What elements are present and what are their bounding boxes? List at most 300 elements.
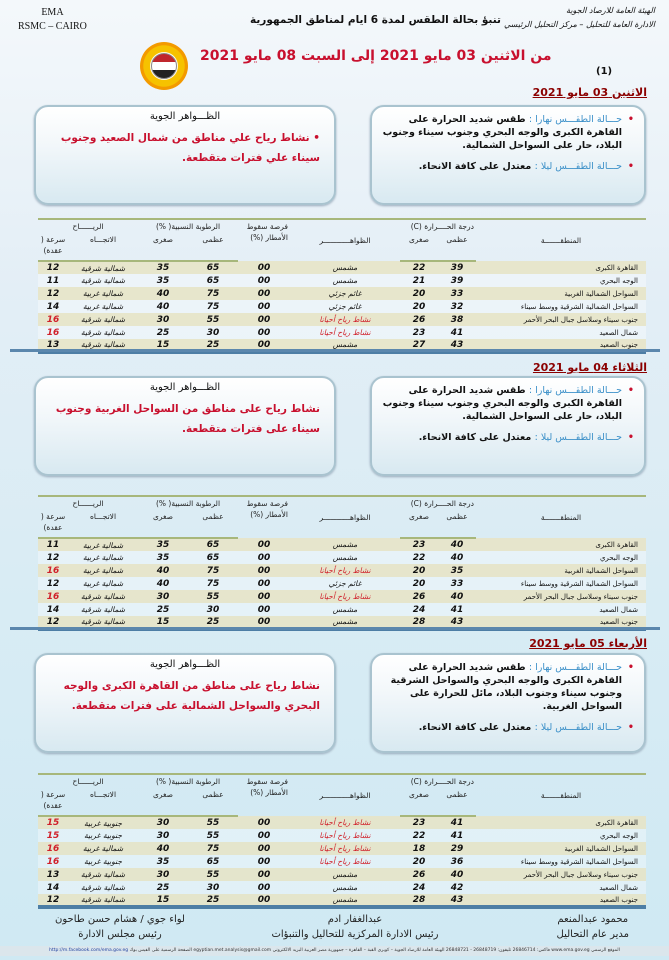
col-temp: درجة الحــــرارة (C) — [410, 777, 474, 786]
phenomena: مشمس — [290, 274, 400, 287]
humidity-max: 65 — [188, 551, 238, 564]
temp-min: 20 — [400, 577, 438, 590]
phenomena: مشمس — [290, 551, 400, 564]
wind-direction: جنوبية غربية — [68, 855, 138, 868]
temp-max: 38 — [438, 313, 476, 326]
wind-speed: 12 — [38, 261, 68, 274]
temp-min: 20 — [400, 564, 438, 577]
humidity-max: 75 — [188, 287, 238, 300]
col-hum-min: صغرى — [138, 510, 188, 538]
phenomena: مشمس — [290, 603, 400, 616]
wind-direction: شمالية شرقية — [68, 894, 138, 907]
humidity-min: 35 — [138, 274, 188, 287]
region: الوجه البحري — [476, 274, 646, 287]
day-date: الأربعاء 05 مايو 2021 — [529, 637, 647, 650]
table-row — [38, 590, 646, 603]
col-wind-dir: الاتجـــاه — [68, 233, 138, 261]
phenomena: نشاط رياح أحيانا — [290, 842, 400, 855]
phenomena-text: نشاط رياح على مناطق من القاهرة الكبرى والوجه البحري والسواحل الشمالية على فترات متقطعة. — [63, 680, 320, 712]
phenomena: نشاط رياح أحيانا — [290, 564, 400, 577]
humidity-max: 25 — [188, 339, 238, 352]
wind-direction: شمالية غربية — [68, 564, 138, 577]
rain-chance: 00 — [238, 287, 290, 300]
night-text: معتدل على كافة الانحاء. — [418, 722, 532, 733]
wind-speed: 13 — [38, 868, 68, 881]
temp-max: 40 — [438, 551, 476, 564]
region: السواحل الشمالية الشرقية ووسط سيناء — [476, 300, 646, 313]
phenomena: غائم جزئي — [290, 577, 400, 590]
col-hum-max: عظمى — [188, 233, 238, 261]
forecast-table — [38, 218, 646, 354]
day-text: طقس شديد الحرارة على القاهرة الكبرى والوجه البحري وجنوب سيناء وجنوب البلاد، حار على السواحل الشمالية. — [382, 114, 622, 151]
humidity-min: 40 — [138, 300, 188, 313]
wind-speed: 16 — [38, 842, 68, 855]
region: الوجه البحري — [476, 551, 646, 564]
temp-max: 29 — [438, 842, 476, 855]
table-row — [38, 551, 646, 564]
col-hum-max: عظمى — [188, 788, 238, 816]
section-divider — [10, 349, 660, 352]
table-row — [38, 538, 646, 551]
phenomena-title: الظـــواهر الجوية — [149, 659, 221, 670]
temp-max: 40 — [438, 590, 476, 603]
table-row — [38, 894, 646, 907]
temp-max: 41 — [438, 603, 476, 616]
night-label: حـــالة الطقـــس ليلا : — [534, 432, 622, 443]
humidity-max: 30 — [188, 603, 238, 616]
wind-direction: شمالية غربية — [68, 551, 138, 564]
humidity-max: 65 — [188, 261, 238, 274]
humidity-max: 55 — [188, 829, 238, 842]
temp-max: 39 — [438, 261, 476, 274]
humidity-max: 55 — [188, 313, 238, 326]
phenomena-text: • نشاط رياح علي مناطق من شمال الصعيد وجنوب سيناء علي فترات متقطعة. — [60, 132, 320, 164]
day-text: طقس شديد الحرارة على القاهرة الكبرى والوجه البحري والسواحل الشرقية وجنوب سيناء وجنوب البلاد، مائل للحرارة على السواحل الغربية. — [390, 662, 622, 712]
signature-name: لواء جوي / هشام حسن طاحون — [55, 914, 185, 925]
humidity-min: 40 — [138, 842, 188, 855]
humidity-max: 65 — [188, 538, 238, 551]
table-row — [38, 603, 646, 616]
rain-chance: 00 — [238, 616, 290, 629]
col-wind-speed: سرعة ( عقدة) — [38, 510, 68, 538]
region: السواحل الشمالية الشرقية ووسط سيناء — [476, 577, 646, 590]
table-row — [38, 842, 646, 855]
temp-max: 39 — [438, 274, 476, 287]
signature-name: محمود عبدالمنعم — [557, 914, 629, 925]
humidity-min: 15 — [138, 339, 188, 352]
temp-max: 36 — [438, 855, 476, 868]
page-title: من الاثنين 03 مايو 2021 إلى السبت 08 مايو 2021 — [200, 48, 552, 64]
night-label: حـــالة الطقـــس ليلا : — [534, 722, 622, 733]
col-rain: فرصة سقوط الأمطار (%) — [246, 777, 288, 797]
col-wind-speed: سرعة ( عقدة) — [38, 788, 68, 816]
wind-speed: 14 — [38, 300, 68, 313]
temp-max: 40 — [438, 868, 476, 881]
col-temp: درجة الحــــرارة (C) — [410, 499, 474, 508]
phenomena-box — [34, 105, 336, 205]
humidity-max: 75 — [188, 564, 238, 577]
temp-min: 20 — [400, 855, 438, 868]
wind-speed: 13 — [38, 339, 68, 352]
humidity-max: 55 — [188, 590, 238, 603]
night-weather — [380, 721, 634, 734]
rain-chance: 00 — [238, 816, 290, 829]
temp-min: 21 — [400, 274, 438, 287]
col-region: المنطقـــــــة — [540, 236, 582, 245]
org-en — [18, 6, 87, 34]
wind-direction: شمالية شرقية — [68, 339, 138, 352]
rain-chance: 00 — [238, 274, 290, 287]
table-row — [38, 300, 646, 313]
temp-min: 22 — [400, 551, 438, 564]
humidity-min: 35 — [138, 855, 188, 868]
wind-speed: 11 — [38, 274, 68, 287]
humidity-min: 35 — [138, 261, 188, 274]
phenomena-title: الظـــواهر الجوية — [149, 111, 221, 122]
humidity-max: 25 — [188, 894, 238, 907]
region: شمال الصعيد — [476, 326, 646, 339]
col-temp-max: عظمى — [438, 510, 476, 538]
weather-status-box — [370, 105, 646, 205]
rain-chance: 00 — [238, 603, 290, 616]
col-rain: فرصة سقوط الأمطار (%) — [246, 222, 288, 242]
wind-speed: 16 — [38, 590, 68, 603]
temp-max: 33 — [438, 287, 476, 300]
region: جنوب الصعيد — [476, 894, 646, 907]
rain-chance: 00 — [238, 894, 290, 907]
wind-direction: شمالية شرقية — [68, 274, 138, 287]
signature-1 — [557, 912, 629, 942]
temp-min: 24 — [400, 603, 438, 616]
region: القاهرة الكبرى — [476, 261, 646, 274]
wind-direction: شمالية غربية — [68, 842, 138, 855]
region: السواحل الشمالية الغربية — [476, 842, 646, 855]
wind-speed: 16 — [38, 564, 68, 577]
day-label: حـــالة الطقـــس نهارا : — [528, 662, 622, 673]
org-ar-1: الهيئة العامة للارصاد الجوية — [566, 6, 655, 15]
col-hum-min: صغرى — [138, 788, 188, 816]
rain-chance: 00 — [238, 577, 290, 590]
humidity-min: 40 — [138, 287, 188, 300]
phenomena-box — [34, 376, 336, 476]
org-en-ema: EMA — [41, 7, 64, 18]
temp-max: 43 — [438, 616, 476, 629]
temp-max: 43 — [438, 894, 476, 907]
phenomena: نشاط رياح أحيانا — [290, 326, 400, 339]
phenomena: نشاط رياح أحيانا — [290, 829, 400, 842]
org-ar — [504, 4, 655, 32]
rain-chance: 00 — [238, 538, 290, 551]
temp-max: 41 — [438, 326, 476, 339]
humidity-min: 35 — [138, 551, 188, 564]
temp-min: 18 — [400, 842, 438, 855]
region: السواحل الشمالية الشرقية ووسط سيناء — [476, 855, 646, 868]
rain-chance: 00 — [238, 313, 290, 326]
col-phenomena: الظواهــــــــــــر — [319, 791, 371, 800]
signature-name: عبدالغفار ادم — [327, 914, 383, 925]
region: القاهرة الكبرى — [476, 816, 646, 829]
region: شمال الصعيد — [476, 881, 646, 894]
temp-min: 28 — [400, 894, 438, 907]
day-weather — [380, 384, 634, 423]
wind-speed: 14 — [38, 603, 68, 616]
humidity-max: 55 — [188, 868, 238, 881]
temp-max: 33 — [438, 577, 476, 590]
night-weather — [380, 431, 634, 444]
wind-direction: شمالية شرقية — [68, 603, 138, 616]
section-divider — [10, 627, 660, 630]
table-row — [38, 326, 646, 339]
phenomena: مشمس — [290, 261, 400, 274]
temp-min: 26 — [400, 868, 438, 881]
rain-chance: 00 — [238, 855, 290, 868]
phenomena: مشمس — [290, 616, 400, 629]
col-region: المنطقـــــــة — [540, 513, 582, 522]
humidity-min: 35 — [138, 538, 188, 551]
phenomena: مشمس — [290, 894, 400, 907]
region: جنوب سيناء وسلاسل جبال البحر الأحمر — [476, 868, 646, 881]
phenomena: نشاط رياح أحيانا — [290, 816, 400, 829]
night-weather — [380, 160, 634, 173]
temp-min: 22 — [400, 829, 438, 842]
wind-speed: 16 — [38, 326, 68, 339]
col-hum-min: صغرى — [138, 233, 188, 261]
day-date: الاثنين 03 مايو 2021 — [532, 86, 647, 99]
humidity-min: 30 — [138, 590, 188, 603]
table-row — [38, 313, 646, 326]
signature-role: مدير عام التحاليل — [556, 929, 629, 940]
temp-max: 40 — [438, 538, 476, 551]
org-ar-2: الادارة العامة للتحليل – مركز التحليل الرئيسي — [504, 20, 655, 29]
phenomena: مشمس — [290, 881, 400, 894]
day-date: الثلاثاء 04 مايو 2021 — [532, 361, 647, 374]
table-row — [38, 261, 646, 274]
temp-min: 22 — [400, 261, 438, 274]
signature-3 — [55, 912, 185, 942]
wind-speed: 15 — [38, 816, 68, 829]
humidity-min: 25 — [138, 881, 188, 894]
wind-direction: شمالية غربية — [68, 538, 138, 551]
col-humidity: الرطوبة النسبية( %) — [155, 777, 221, 786]
rain-chance: 00 — [238, 868, 290, 881]
rain-chance: 00 — [238, 590, 290, 603]
humidity-max: 30 — [188, 326, 238, 339]
region: شمال الصعيد — [476, 603, 646, 616]
table-row — [38, 564, 646, 577]
humidity-max: 55 — [188, 816, 238, 829]
wind-direction: شمالية شرقية — [68, 590, 138, 603]
phenomena: غائم جزئي — [290, 287, 400, 300]
phenomena: مشمس — [290, 868, 400, 881]
wind-speed: 12 — [38, 551, 68, 564]
humidity-min: 15 — [138, 616, 188, 629]
weather-status-box — [370, 376, 646, 476]
region: جنوب سيناء وسلاسل جبال البحر الأحمر — [476, 313, 646, 326]
col-humidity: الرطوبة النسبية( %) — [155, 499, 221, 508]
wind-direction: شمالية غربية — [68, 300, 138, 313]
wind-speed: 12 — [38, 287, 68, 300]
col-wind: الريــــــاح — [72, 222, 104, 231]
table-row — [38, 868, 646, 881]
col-phenomena: الظواهــــــــــــر — [319, 513, 371, 522]
humidity-min: 40 — [138, 577, 188, 590]
phenomena: مشمس — [290, 538, 400, 551]
humidity-max: 30 — [188, 881, 238, 894]
rain-chance: 00 — [238, 326, 290, 339]
col-temp-min: صغرى — [400, 233, 438, 261]
forecast-table — [38, 495, 646, 631]
humidity-min: 30 — [138, 829, 188, 842]
wind-direction: شمالية شرقية — [68, 868, 138, 881]
col-hum-max: عظمى — [188, 510, 238, 538]
col-wind-speed: سرعة ( عقدة) — [38, 233, 68, 261]
temp-max: 43 — [438, 339, 476, 352]
col-wind: الريــــــاح — [72, 499, 104, 508]
wind-direction: شمالية شرقية — [68, 261, 138, 274]
temp-max: 35 — [438, 564, 476, 577]
humidity-min: 30 — [138, 868, 188, 881]
signature-role: رئيس الادارة المركزية للتحاليل والتنبؤات — [271, 929, 439, 940]
temp-min: 20 — [400, 300, 438, 313]
temp-min: 23 — [400, 538, 438, 551]
region: جنوب سيناء وسلاسل جبال البحر الأحمر — [476, 590, 646, 603]
footer-contact — [0, 946, 669, 956]
phenomena-title: الظـــواهر الجوية — [149, 382, 221, 393]
temp-min: 23 — [400, 326, 438, 339]
night-text: معتدل على كافة الانحاء. — [418, 432, 532, 443]
weather-status-box — [370, 653, 646, 753]
wind-direction: شمالية شرقية — [68, 616, 138, 629]
day-label: حـــالة الطقـــس نهارا : — [528, 385, 622, 396]
wind-speed: 12 — [38, 616, 68, 629]
col-wind-dir: الاتجـــاه — [68, 510, 138, 538]
table-row — [38, 274, 646, 287]
rain-chance: 00 — [238, 842, 290, 855]
temp-min: 23 — [400, 816, 438, 829]
wind-direction: شمالية شرقية — [68, 313, 138, 326]
phenomena: نشاط رياح أحيانا — [290, 590, 400, 603]
phenomena-box — [34, 653, 336, 753]
org-en-rsmc: RSMC – CAIRO — [18, 21, 87, 32]
footer-text: الموقع الرسمي www.ema.gov.eg فاكس: 26846714 تليفون: 26848719 - 26848721 الهيئة العامة للارصاد الجوية – كوبري القبة – القاهرة – جمهورية مصر العربية البريد الالكتروني egyptian.met.analysis@gmail.com الصفحة الرسمية على الفيس بوك — [129, 948, 620, 953]
phenomena: مشمس — [290, 339, 400, 352]
humidity-max: 25 — [188, 616, 238, 629]
temp-min: 20 — [400, 287, 438, 300]
humidity-min: 40 — [138, 564, 188, 577]
ema-logo-icon — [140, 42, 188, 90]
signature-role: رئيس مجلس الادارة — [78, 929, 162, 940]
day-label: حـــالة الطقـــس نهارا : — [528, 114, 622, 125]
wind-speed: 14 — [38, 881, 68, 894]
col-temp: درجة الحــــرارة (C) — [410, 222, 474, 231]
region: السواحل الشمالية الغربية — [476, 287, 646, 300]
phenomena: نشاط رياح أحيانا — [290, 313, 400, 326]
table-row — [38, 881, 646, 894]
col-wind-dir: الاتجـــاه — [68, 788, 138, 816]
rain-chance: 00 — [238, 564, 290, 577]
humidity-min: 30 — [138, 816, 188, 829]
phenomena-text: نشاط رياح على مناطق من السواحل الغربية وجنوب سيناء على فترات متقطعة. — [55, 403, 320, 435]
temp-max: 32 — [438, 300, 476, 313]
region: السواحل الشمالية الغربية — [476, 564, 646, 577]
region: الوجه البحري — [476, 829, 646, 842]
phenomena: نشاط رياح أحيانا — [290, 855, 400, 868]
col-temp-min: صغرى — [400, 788, 438, 816]
col-phenomena: الظواهــــــــــــر — [319, 236, 371, 245]
region: جنوب الصعيد — [476, 339, 646, 352]
table-row — [38, 816, 646, 829]
wind-speed: 16 — [38, 855, 68, 868]
rain-chance: 00 — [238, 261, 290, 274]
day-weather — [380, 113, 634, 152]
table-row — [38, 577, 646, 590]
col-temp-max: عظمى — [438, 233, 476, 261]
humidity-max: 65 — [188, 855, 238, 868]
col-temp-min: صغرى — [400, 510, 438, 538]
day-weather — [380, 661, 634, 713]
phenomena: غائم جزئي — [290, 300, 400, 313]
col-rain: فرصة سقوط الأمطار (%) — [246, 499, 288, 519]
humidity-min: 25 — [138, 326, 188, 339]
region: جنوب الصعيد — [476, 616, 646, 629]
temp-max: 42 — [438, 881, 476, 894]
temp-min: 27 — [400, 339, 438, 352]
wind-direction: جنوبية غربية — [68, 829, 138, 842]
table-row — [38, 287, 646, 300]
wind-direction: شمالية شرقية — [68, 881, 138, 894]
col-wind: الريــــــاح — [72, 777, 104, 786]
forecast-table — [38, 773, 646, 909]
night-label: حـــالة الطقـــس ليلا : — [534, 161, 622, 172]
signature-2 — [245, 912, 465, 942]
temp-min: 26 — [400, 313, 438, 326]
wind-speed: 12 — [38, 577, 68, 590]
temp-min: 28 — [400, 616, 438, 629]
temp-min: 26 — [400, 590, 438, 603]
rain-chance: 00 — [238, 339, 290, 352]
wind-speed: 12 — [38, 894, 68, 907]
subtitle: تنبؤ بحالة الطقس لمدة 6 ايام لمناطق الجمهورية — [250, 14, 501, 26]
wind-direction: جنوبية غربية — [68, 816, 138, 829]
table-row — [38, 855, 646, 868]
rain-chance: 00 — [238, 551, 290, 564]
col-region: المنطقـــــــة — [540, 791, 582, 800]
wind-speed: 15 — [38, 829, 68, 842]
wind-speed: 11 — [38, 538, 68, 551]
humidity-min: 15 — [138, 894, 188, 907]
temp-max: 41 — [438, 816, 476, 829]
table-row — [38, 829, 646, 842]
facebook-link[interactable]: http://m.facebook.com/ema.gov.eg — [49, 948, 129, 953]
rain-chance: 00 — [238, 829, 290, 842]
rain-chance: 00 — [238, 300, 290, 313]
page-number: (1) — [596, 66, 613, 77]
temp-min: 24 — [400, 881, 438, 894]
humidity-min: 30 — [138, 313, 188, 326]
rain-chance: 00 — [238, 881, 290, 894]
humidity-max: 75 — [188, 842, 238, 855]
col-temp-max: عظمى — [438, 788, 476, 816]
humidity-min: 25 — [138, 603, 188, 616]
wind-speed: 16 — [38, 313, 68, 326]
humidity-max: 75 — [188, 300, 238, 313]
wind-direction: شمالية شرقية — [68, 326, 138, 339]
humidity-max: 65 — [188, 274, 238, 287]
night-text: معتدل على كافة الانحاء. — [418, 161, 532, 172]
col-humidity: الرطوبة النسبية( %) — [155, 222, 221, 231]
wind-direction: شمالية غربية — [68, 287, 138, 300]
temp-max: 41 — [438, 829, 476, 842]
